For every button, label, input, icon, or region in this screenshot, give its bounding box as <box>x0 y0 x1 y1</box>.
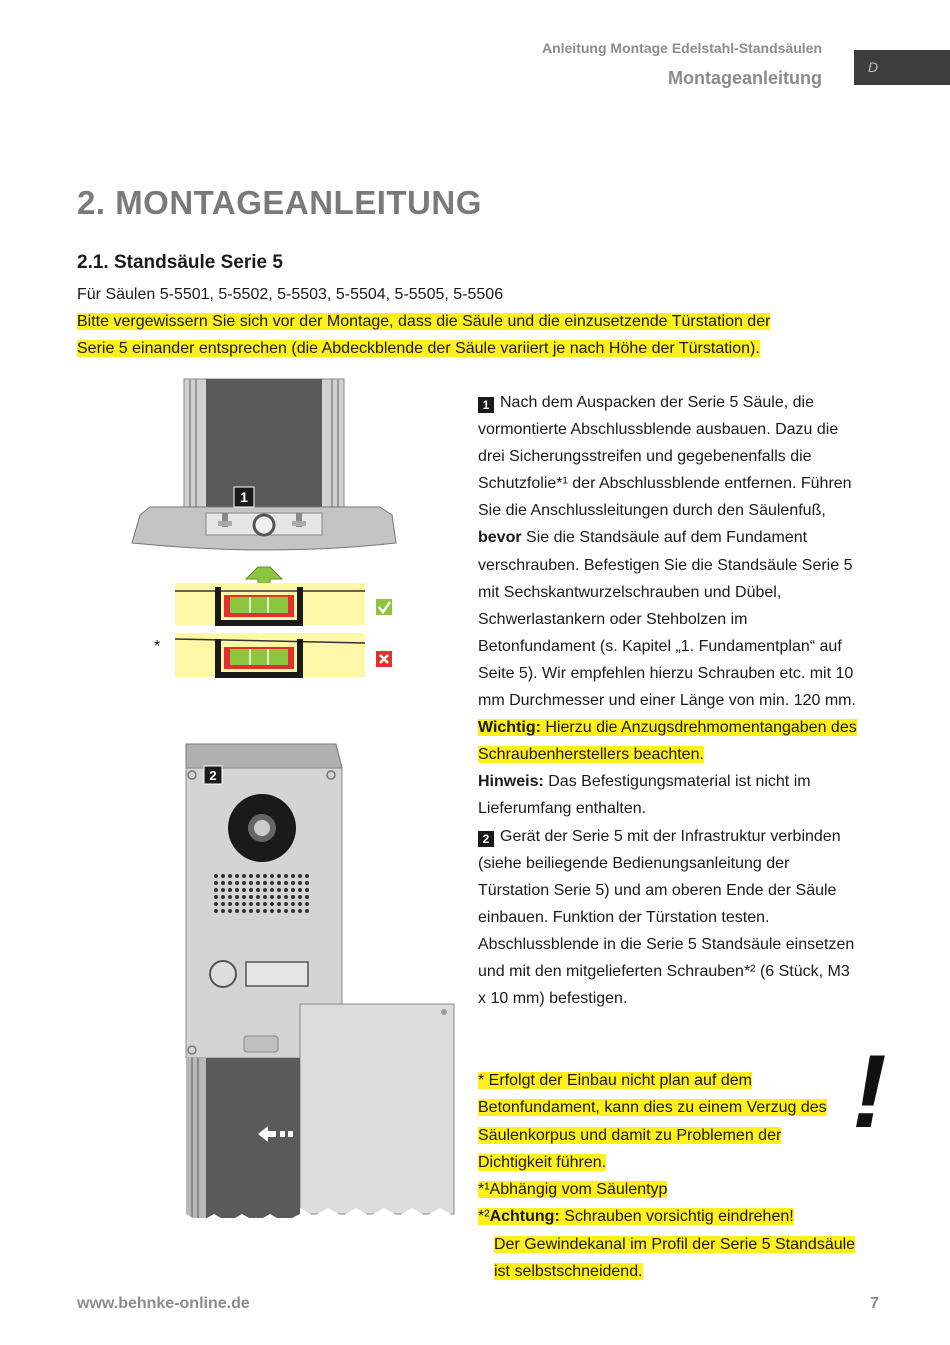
speaker-hole <box>270 888 274 892</box>
speaker-hole <box>263 895 267 899</box>
speaker-hole <box>256 902 260 906</box>
speaker-hole <box>235 895 239 899</box>
speaker-hole <box>214 909 218 913</box>
speaker-hole <box>242 902 246 906</box>
hinweis-paragraph <box>478 768 858 822</box>
speaker-hole <box>270 881 274 885</box>
wichtig-paragraph <box>478 714 858 768</box>
speaker-hole <box>235 909 239 913</box>
step-1-emphasis: bevor <box>478 529 522 547</box>
speaker-hole <box>298 881 302 885</box>
note-column-type: *¹Abhängig vom Säulentyp <box>478 1181 668 1199</box>
footer-website: www.behnke-online.de <box>77 1295 250 1312</box>
wichtig-text: Hierzu die Anzugsdrehmomentangaben des Schraubenherstellers beachten. <box>478 719 857 764</box>
speaker-hole <box>214 902 218 906</box>
speaker-hole <box>235 874 239 878</box>
speaker-hole <box>242 874 246 878</box>
speaker-hole <box>256 909 260 913</box>
speaker-hole <box>256 895 260 899</box>
page-number: 7 <box>870 1295 879 1312</box>
step-2-number: 2 <box>478 831 494 847</box>
speaker-hole <box>221 874 225 878</box>
speaker-hole <box>284 888 288 892</box>
speaker-hole <box>298 909 302 913</box>
speaker-hole <box>263 909 267 913</box>
speaker-hole <box>214 881 218 885</box>
note-2-label: Achtung: <box>489 1208 560 1226</box>
step-1-text-a: Nach dem Auspacken der Serie 5 Säule, die vormontierte Abschlussblende ausbauen. Dazu die drei Sicherungsstreifen und gegebenenfalls die Schutzfolie*¹ der Abschlussblende entfernen. Führen Sie die Anschlussleitungen durch den Säulenfuß, <box>478 394 852 520</box>
speaker-hole <box>263 902 267 906</box>
speaker-hole <box>291 902 295 906</box>
warning-line-1: Bitte vergewissern Sie sich vor der Montage, dass die Säule und die einzusetzende Türstation der <box>77 313 771 330</box>
note-2-prefix: *² <box>478 1208 490 1226</box>
model-list: Für Säulen 5-5501, 5-5502, 5-5503, 5-5504, 5-5505, 5-5506 <box>77 286 504 303</box>
speaker-hole <box>305 909 309 913</box>
speaker-hole <box>298 895 302 899</box>
speaker-hole <box>305 895 309 899</box>
speaker-hole <box>291 895 295 899</box>
warning-line-2: Serie 5 einander entsprechen (die Abdeckblende der Säule variiert je nach Höhe der Türstation). <box>77 340 760 357</box>
step-2-text: Gerät der Serie 5 mit der Infrastruktur verbinden (siehe beiliegende Bedienungsanleitung der Türstation Serie 5) und am oberen Ende der Säule einbauen. Funktion der Türstation testen. Abschlussblende in die Serie 5 Standsäule einsetzen und mit den mitgelieferten Schrauben*² (6 Stück, M3 x 10 mm) befestigen. <box>478 827 855 1008</box>
speaker-hole <box>291 888 295 892</box>
speaker-hole <box>284 909 288 913</box>
speaker-hole <box>291 874 295 878</box>
speaker-hole <box>235 888 239 892</box>
speaker-hole <box>242 909 246 913</box>
speaker-hole <box>298 902 302 906</box>
speaker-hole <box>270 874 274 878</box>
step-1-paragraph <box>478 389 858 714</box>
speaker-hole <box>249 888 253 892</box>
speaker-hole <box>228 895 232 899</box>
document-subtitle: Anleitung Montage Edelstahl-Standsäulen <box>541 40 822 56</box>
speaker-hole <box>221 909 225 913</box>
speaker-hole <box>249 909 253 913</box>
figure-door-station <box>180 738 460 1226</box>
speaker-hole <box>249 874 253 878</box>
speaker-hole <box>228 888 232 892</box>
note-2-text: Schrauben vorsichtig eindrehen! <box>559 1208 794 1226</box>
speaker-hole <box>214 888 218 892</box>
speaker-hole <box>277 902 281 906</box>
speaker-hole <box>242 888 246 892</box>
section-heading: 2. MONTAGEANLEITUNG <box>77 184 482 221</box>
speaker-hole <box>270 902 274 906</box>
speaker-hole <box>291 909 295 913</box>
speaker-hole <box>284 874 288 878</box>
step-1-number: 1 <box>478 397 494 413</box>
speaker-hole <box>221 888 225 892</box>
speaker-hole <box>298 888 302 892</box>
speaker-hole <box>305 902 309 906</box>
wichtig-label: Wichtig: <box>478 719 541 737</box>
speaker-hole <box>277 909 281 913</box>
speaker-hole <box>221 881 225 885</box>
speaker-hole <box>291 881 295 885</box>
speaker-hole <box>228 874 232 878</box>
speaker-hole <box>235 902 239 906</box>
speaker-hole <box>305 881 309 885</box>
asterisk-marker: * <box>154 638 161 655</box>
speaker-hole <box>277 881 281 885</box>
hinweis-text: Das Befestigungsmaterial ist nicht im Lieferumfang enthalten. <box>478 773 811 818</box>
speaker-hole <box>263 888 267 892</box>
step-2-badge: 2 <box>209 768 217 783</box>
speaker-hole <box>298 874 302 878</box>
exclamation-icon: ! <box>852 1034 887 1150</box>
speaker-hole <box>284 902 288 906</box>
speaker-hole <box>277 888 281 892</box>
speaker-hole <box>235 881 239 885</box>
speaker-hole <box>249 881 253 885</box>
language-tab <box>854 50 950 85</box>
document-title: Montageanleitung <box>668 68 822 88</box>
speaker-hole <box>284 895 288 899</box>
speaker-hole <box>270 909 274 913</box>
speaker-hole <box>263 874 267 878</box>
speaker-hole <box>270 895 274 899</box>
speaker-hole <box>284 881 288 885</box>
speaker-hole <box>256 881 260 885</box>
note-level-warning: * Erfolgt der Einbau nicht plan auf dem Betonfundament, kann dies zu einem Verzug des Säulenkorpus und damit zu Problemen der Dichtigkeit führen. <box>478 1072 827 1171</box>
speaker-hole <box>249 895 253 899</box>
speaker-hole <box>228 881 232 885</box>
speaker-hole <box>305 874 309 878</box>
step-instructions <box>478 389 858 1012</box>
speaker-hole <box>242 881 246 885</box>
speaker-hole <box>277 874 281 878</box>
speaker-hole <box>214 895 218 899</box>
language-tab-label: D <box>868 59 879 75</box>
note-2-continuation: Der Gewindekanal im Profil der Serie 5 Standsäule ist selbstschneidend. <box>494 1235 856 1281</box>
hinweis-label: Hinweis: <box>478 773 544 791</box>
footnotes <box>478 1067 858 1285</box>
speaker-hole <box>221 895 225 899</box>
speaker-hole <box>263 881 267 885</box>
speaker-hole <box>305 888 309 892</box>
speaker-hole <box>277 895 281 899</box>
step-1-badge: 1 <box>240 489 248 505</box>
step-2-paragraph <box>478 823 858 1013</box>
speaker-hole <box>214 874 218 878</box>
speaker-hole <box>256 874 260 878</box>
figure-column-base <box>120 375 410 685</box>
speaker-hole <box>256 888 260 892</box>
section-subheading: 2.1. Standsäule Serie 5 <box>77 252 283 273</box>
speaker-hole <box>242 895 246 899</box>
speaker-hole <box>249 902 253 906</box>
speaker-hole <box>228 909 232 913</box>
intro-block <box>77 281 877 362</box>
speaker-hole <box>228 902 232 906</box>
step-1-text-b: Sie die Standsäule auf dem Fundament verschrauben. Befestigen Sie die Standsäule Serie 5 mit Sechskantwurzelschrauben und Dübel, Schwerlastankern oder Stehbolzen im Betonfundament (s. Kapitel „1. Fundamentplan“ auf Seite 5). Wir empfehlen hierzu Schrauben etc. mit 10 mm Durchmesser und einer Länge von min. 120 mm. <box>478 529 856 710</box>
speaker-hole <box>221 902 225 906</box>
